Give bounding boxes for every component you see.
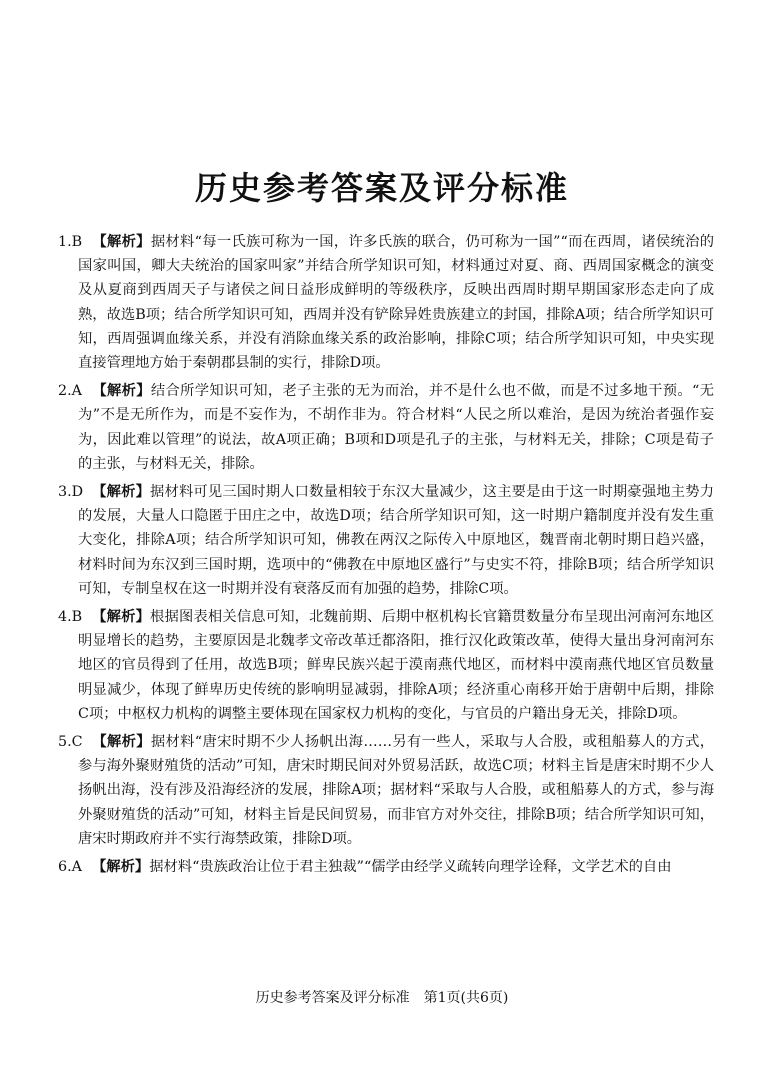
question-number: 5. bbox=[58, 734, 72, 751]
answer-item-5 bbox=[58, 730, 714, 851]
analysis-tag: 【解析】 bbox=[92, 484, 151, 501]
answer-item-1 bbox=[58, 230, 714, 375]
answer-text: 据材料“贵族政治让位于君主独裁”“儒学由经学义疏转向理学诠释，文学艺术的自由 bbox=[149, 859, 672, 876]
page-title: 历史参考答案及评分标准 bbox=[194, 169, 569, 207]
answer-item-3 bbox=[58, 480, 714, 601]
page-footer bbox=[0, 988, 764, 1008]
footer-doc-name: 历史参考答案及评分标准 bbox=[255, 990, 410, 1006]
answer-text: 结合所学知识可知，老子主张的无为而治，并不是什么也不做，而是不过多地干预。“无为”不是无所作为，而是不妄作为，不胡作非为。符合材料“人民之所以难治，是因为统治者强作妄为，因此难以管理”的说法，故A项正确；B项和D项是孔子的主张，与材料无关，排除；C项是荀子的主张，与材料无关，排除。 bbox=[78, 383, 714, 472]
analysis-tag: 【解析】 bbox=[92, 609, 151, 626]
answer-choice: C bbox=[71, 734, 83, 751]
answer-item-4 bbox=[58, 605, 714, 726]
answer-item-6 bbox=[58, 855, 714, 879]
analysis-tag: 【解析】 bbox=[92, 734, 151, 751]
answer-choice: A bbox=[71, 859, 82, 876]
answer-choice: A bbox=[71, 383, 82, 400]
answer-text: 据材料“每一氏族可称为一国，许多氏族的联合，仍可称为一国”“而在西周，诸侯统治的国家叫国，卿大夫统治的国家叫家”并结合所学知识可知，材料通过对夏、商、西周国家概念的演变及从夏商到西周天子与诸侯之间日益形成鲜明的等级秩序，反映出西周时期早期国家形态走向了成熟，故选B项；结合所学知识可知，西周并没有铲除异姓贵族建立的封国，排除A项；结合所学知识可知，西周强调血缘关系，并没有消除血缘关系的政治影响，排除C项；结合所学知识可知，中央实现直接管理地方始于秦朝郡县制的实行，排除D项。 bbox=[78, 234, 714, 372]
answer-choice: B bbox=[71, 234, 83, 250]
answer-choice: B bbox=[71, 609, 83, 626]
question-number: 6. bbox=[58, 859, 72, 876]
question-number: 1. bbox=[58, 234, 72, 250]
answer-choice: D bbox=[71, 484, 84, 501]
answer-text: 根据图表相关信息可知，北魏前期、后期中枢机构长官籍贯数量分布呈现出河南河东地区明显增长的趋势，主要原因是北魏孝文帝改革迁都洛阳，推行汉化政策改革，使得大量出身河南河东地区的官员得到了任用，故选B项；鲜卑民族兴起于漠南燕代地区，而材料中漠南燕代地区官员数量明显减少，体现了鲜卑历史传统的影响明显减弱，排除A项；经济重心南移开始于唐朝中后期，排除C项；中枢权力机构的调整主要体现在国家权力机构的变化，与官员的户籍出身无关，排除D项。 bbox=[78, 609, 714, 722]
answer-item-2 bbox=[58, 379, 714, 476]
question-number: 3. bbox=[58, 484, 72, 501]
answer-text: 据材料可见三国时期人口数量相较于东汉大量减少，这主要是由于这一时期豪强地主势力的发展，大量人口隐匿于田庄之中，故选D项；结合所学知识可知，这一时期户籍制度并没有发生重大变化，排除A项；结合所学知识可知，佛教在两汉之际传入中原地区，魏晋南北朝时期日趋兴盛，材料时间为东汉到三国时期，选项中的“佛教在中原地区盛行”与史实不符，排除B项；结合所学知识可知，专制皇权在这一时期并没有衰落反而有加强的趋势，排除C项。 bbox=[78, 484, 714, 597]
analysis-tag: 【解析】 bbox=[92, 234, 151, 250]
answer-list bbox=[58, 230, 714, 883]
analysis-tag: 【解析】 bbox=[92, 383, 151, 400]
analysis-tag: 【解析】 bbox=[92, 859, 150, 876]
question-number: 4. bbox=[58, 609, 72, 626]
footer-page-number: 第1页(共6页) bbox=[423, 990, 509, 1006]
question-number: 2. bbox=[58, 383, 72, 400]
answer-text: 据材料“唐宋时期不少人扬帆出海……另有一些人，采取与人合股，或租船募人的方式，参与海外聚财殖货的活动”可知，唐宋时期民间对外贸易活跃，故选C项；材料主旨是唐宋时期不少人扬帆出海，没有涉及沿海经济的发展，排除A项；据材料“采取与人合股，或租船募人的方式，参与海外聚财殖货的活动”可知，材料主旨是民间贸易，而非官方对外交往，排除B项；结合所学知识可知，唐宋时期政府并不实行海禁政策，排除D项。 bbox=[78, 734, 715, 847]
